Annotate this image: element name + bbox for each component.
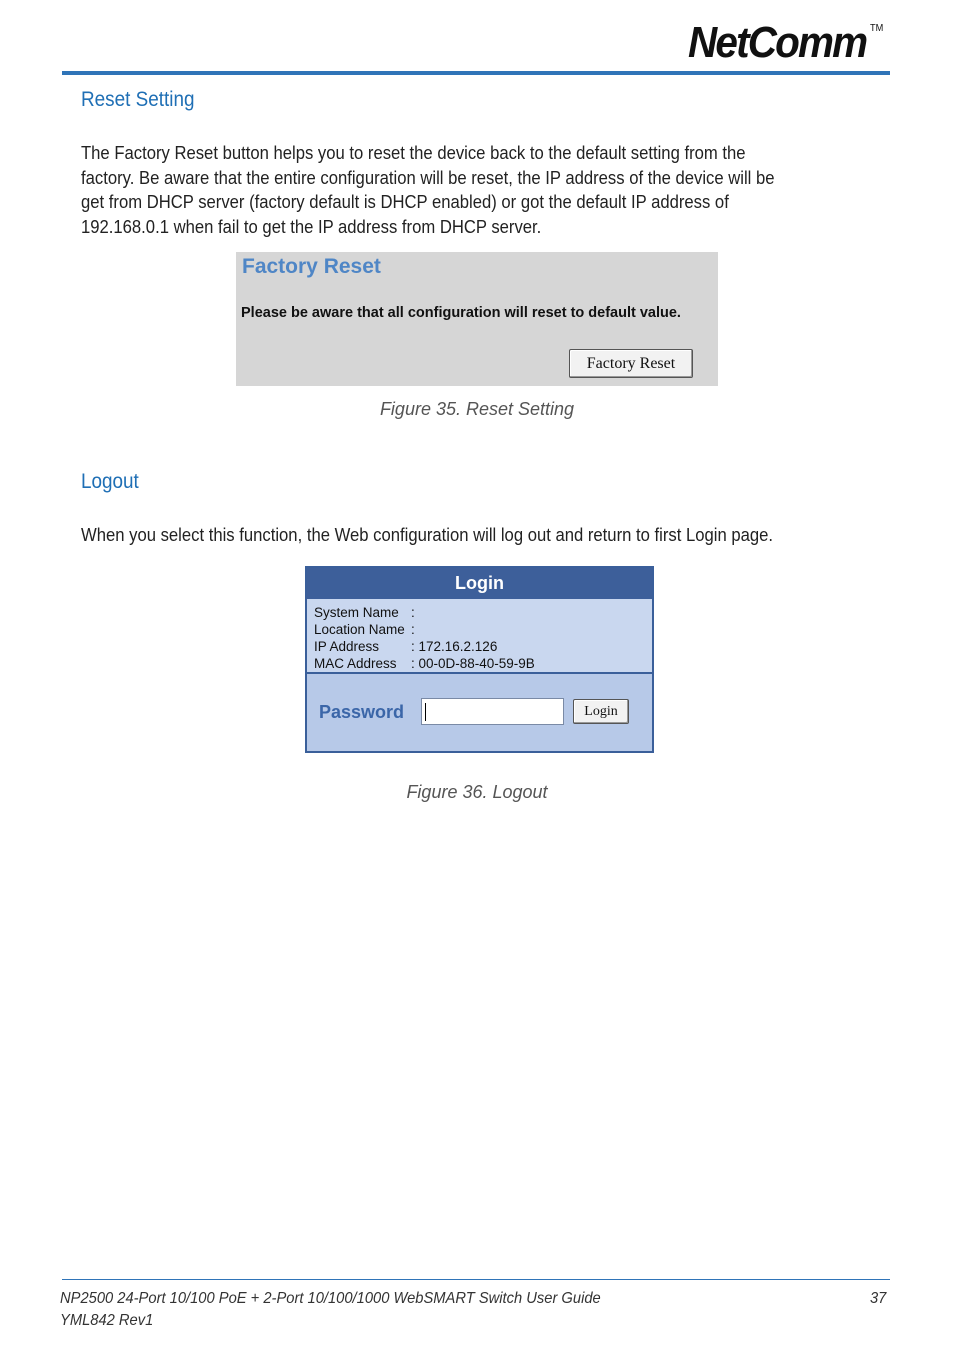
factory-reset-title: Factory Reset [242,255,381,278]
header-rule [62,71,890,75]
info-row-system-name: System Name : [314,605,415,620]
netcomm-logo [688,18,884,68]
footer-rule [62,1279,890,1280]
text-caret [425,703,426,721]
factory-reset-figure [236,252,718,386]
figure-36-caption: Figure 36. Logout [406,782,548,802]
section-heading-reset-setting: Reset Setting [81,88,195,111]
password-input[interactable] [421,698,564,725]
login-button[interactable]: Login [573,699,629,724]
section-heading-logout: Logout [81,470,139,493]
login-figure [305,566,654,753]
info-row-ip-address: IP Address : 172.16.2.126 [314,639,498,654]
logo-text: NetComm [688,18,867,67]
section-body-logout: When you select this function, the Web configuration will log out and return to first Login page. [81,524,774,545]
logo-trademark: TM [869,23,884,34]
factory-reset-button[interactable]: Factory Reset [569,349,693,378]
password-label: Password [319,702,405,722]
footer-guide-title: NP2500 24-Port 10/100 PoE + 2-Port 10/100/1000 WebSMART Switch User Guide [60,1290,601,1307]
footer-page-number: 37 [870,1290,887,1307]
device-info [307,599,652,674]
figure-35-caption: Figure 35. Reset Setting [379,399,575,419]
factory-reset-message: Please be aware that all configuration will reset to default value. [241,305,681,321]
section-body-reset-setting: The Factory Reset button helps you to reset the device back to the default setting from the factory. Be aware that the entire configuration will be reset, the IP address of the device will be get from DHCP server (factory default is DHCP enabled) or got the default IP address of 192.168.0.1 when fail to get the IP address from DHCP server. [81,142,775,237]
login-header: Login [307,568,652,599]
info-row-mac-address: MAC Address : 00-0D-88-40-59-9B [314,656,535,671]
footer-revision: YML842 Rev1 [60,1312,154,1329]
info-row-location-name: Location Name : [314,622,415,637]
